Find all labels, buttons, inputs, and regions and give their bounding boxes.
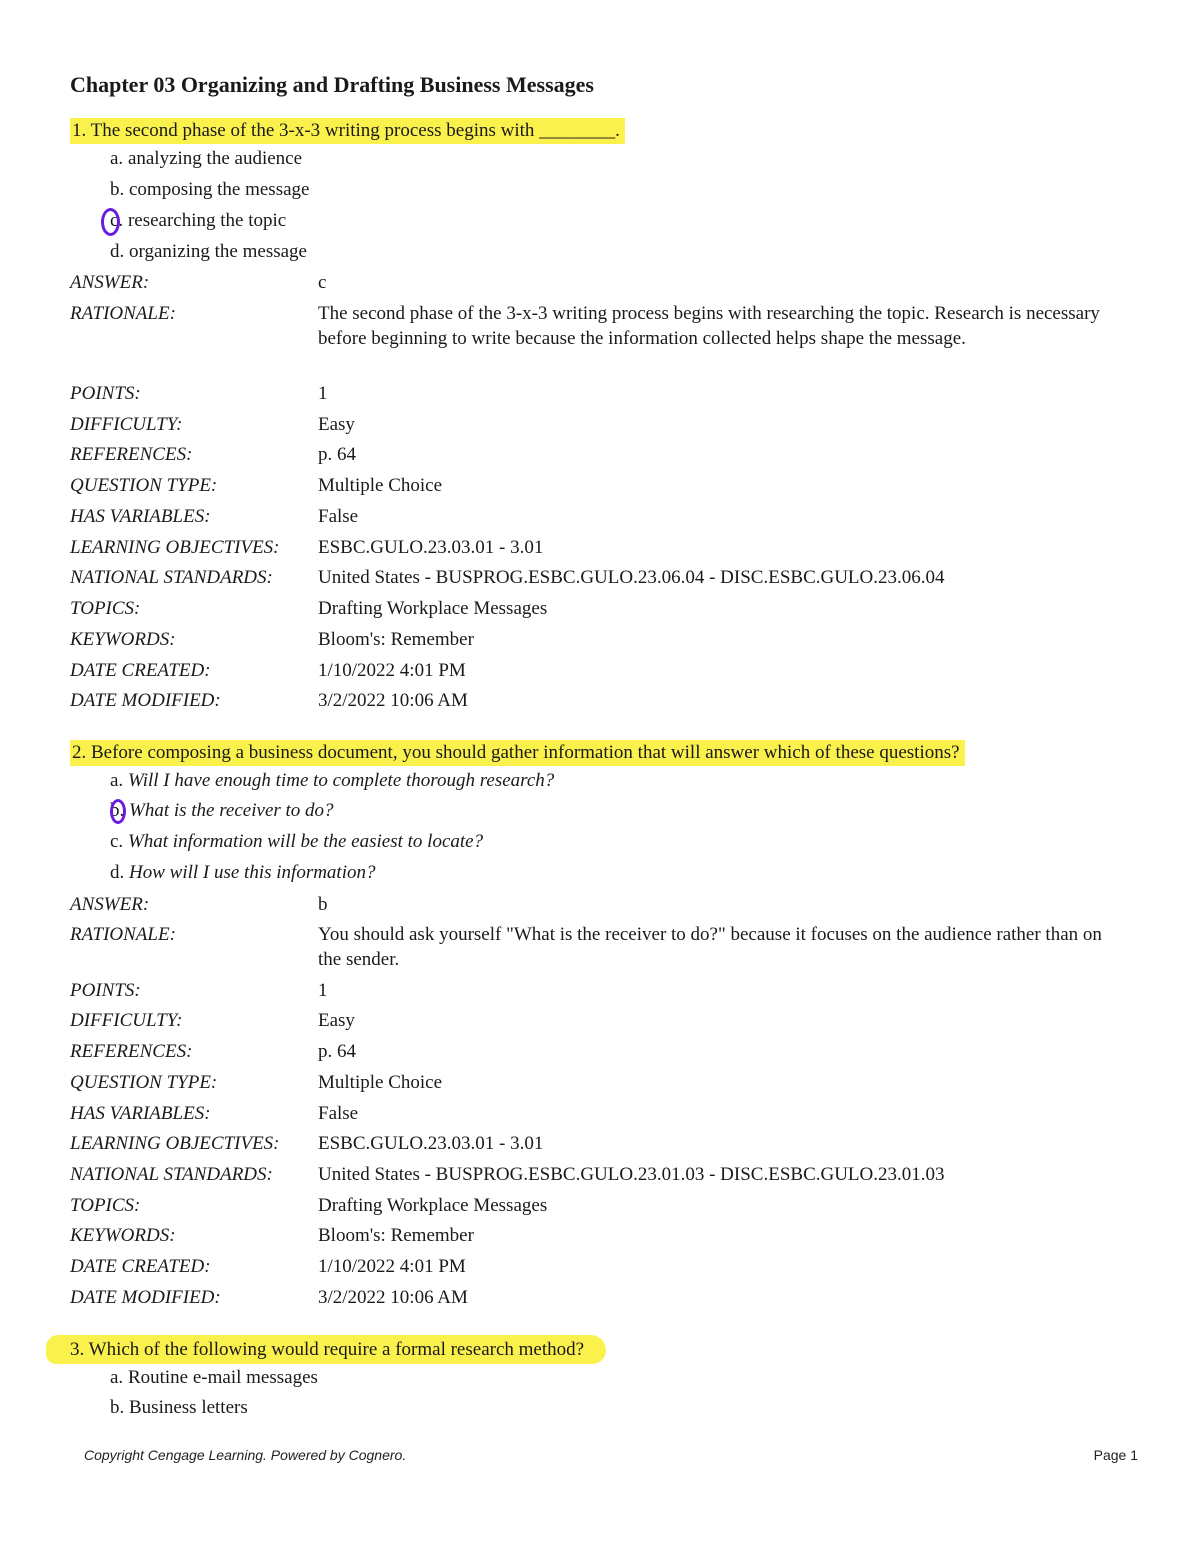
choice-text: researching the topic: [127, 210, 287, 231]
choice-letter: a.: [110, 148, 124, 169]
choice-c: [110, 208, 286, 234]
choice-letter: a.: [110, 1367, 124, 1388]
footer-page-number: Page 1: [1093, 1447, 1138, 1463]
document-page: Chapter 03 Organizing and Drafting Business Messages 1. The second phase of the 3-x-3 writing process begins with ________. a. analyzing the audience b. composing the message c. researching the topic d. organizing the message ANSWER: c RATIONALE: The second phase of the 3-x-3 writing process begins with researching the topic. Research is necessary before beginning to write because the information collected helps shape the message. POINTS: 1 DIFFICULTY: Easy REFERENCES: p. 64 QUESTION TYPE: Multiple Choice HAS VARIABLES: False LEARNING OBJECTIVES: ESBC.GULO.23.03.01 - 3.01 NATIONAL STANDARDS: United States - BUSPROG.ESBC.GULO.23.06.04 - DISC.ESBC.GULO.23.06.04 TOPICS: Drafting Workplace Messages KEYWORDS: Bloom's: Remember DATE CREATED: 1/10/2022 4:01 PM DATE MODIFIED: 3/2/2022 10:06 AM 2. Before composing a business document, you should gather information that will answer which of these questions? a. Will I have enough time to complete thorough research? b. What is the receiver to do? c. What information will be the easiest to locate? d. How will I use this information? ANSWER: b RATIONALE: You should ask yourself "What is the receiver to do?" because it focuses on the audience rather than on the sender. POINTS: 1 DIFFICULTY: Easy REFERENCES: p. 64 QUESTION TYPE: Multiple Choice HAS VARIABLES: False LEARNING OBJECTIVES: ESBC.GULO.23.03.01 - 3.01 NATIONAL STANDARDS: United States - BUSPROG.ESBC.GULO.23.01.03 - DISC.ESBC.GULO.23.01.03 TOPICS: Drafting Workplace Messages KEYWORDS: Bloom's: Remember DATE CREATED: 1/10/2022 4:01 PM DATE MODIFIED: 3/2/2022 10:06 AM 3. Which of the following would require a formal research method? a. Routine e-mail messages b. Business letters Copyright Cengage Learning. Powered by Cognero. Page 1: [0, 0, 1200, 1553]
choice-text: organizing the message: [129, 241, 307, 262]
choice-a: [110, 146, 302, 172]
footer-copyright: Copyright Cengage Learning. Powered by Cognero.: [84, 1447, 407, 1463]
choice-text: How will I use this information?: [129, 862, 376, 883]
choice-b: [110, 1395, 248, 1421]
choice-a: [110, 1365, 318, 1391]
choice-letter: c.: [110, 831, 124, 852]
choice-letter: d.: [110, 241, 125, 262]
choice-text: Routine e-mail messages: [127, 1367, 318, 1388]
pen-circle-mark: [110, 799, 126, 824]
pen-circle-mark: [101, 208, 120, 236]
choice-letter: d.: [110, 862, 125, 883]
choice-letter: c.: [110, 210, 124, 231]
choice-d: [110, 239, 307, 265]
question-text: [70, 1337, 606, 1363]
question-text: 1. The second phase of the 3-x-3 writing process begins with ________.: [70, 118, 625, 144]
choice-text: What is the receiver to do?: [129, 800, 334, 821]
choice-text: What information will be the easiest to locate?: [127, 831, 484, 852]
choice-text: Business letters: [129, 1397, 248, 1418]
highlight-stroke: 3. Which of the following would require a formal research method?: [46, 1335, 606, 1364]
choice-text: composing the message: [129, 179, 310, 200]
choice-text: analyzing the audience: [127, 148, 303, 169]
page-title: Chapter 03 Organizing and Drafting Business Messages: [70, 72, 594, 97]
choice-a: [110, 768, 554, 794]
choice-b: [110, 798, 334, 824]
choice-d: [110, 860, 376, 886]
question-text: 2. Before composing a business document, you should gather information that will answer which of these questions?: [70, 740, 965, 766]
choice-letter: b.: [110, 179, 125, 200]
choice-b: [110, 177, 309, 203]
choice-letter: b.: [110, 800, 125, 821]
choice-text: Will I have enough time to complete thorough research?: [127, 770, 555, 791]
choice-letter: b.: [110, 1397, 125, 1418]
choice-c: [110, 829, 483, 855]
choice-letter: a.: [110, 770, 124, 791]
